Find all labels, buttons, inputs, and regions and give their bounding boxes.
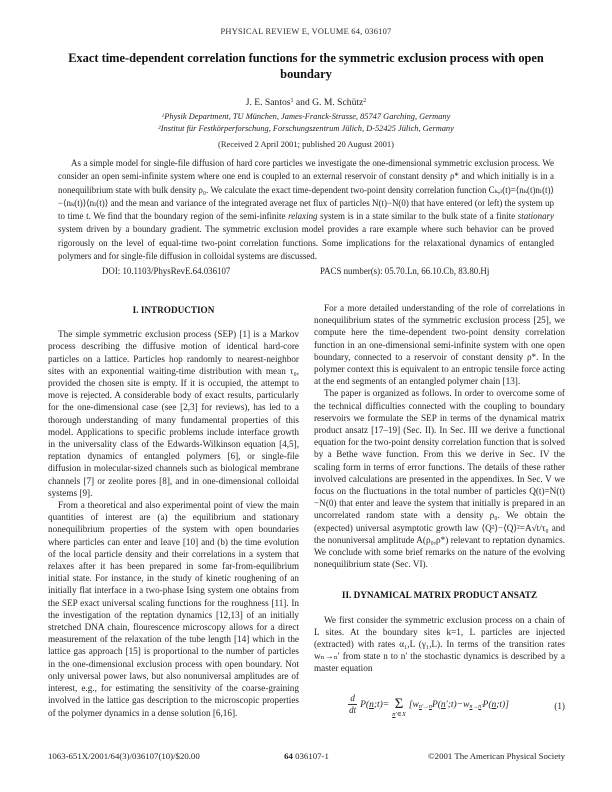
abstract-text: As a simple model for single-file diffusion of hard core particles we investigate the one-dimensional symmetric exclusion process. We consider an open semi-infinite system where one end is coupled to an external reservoir of constant density ρ* and which initially is in a nonequilibrium state with bulk density ρ₀. We calculate the exact time-dependent two-point density correlation function Cₖ,ₗ(t)=⟨nₖ(t)nₗ(t)⟩−⟨nₖ(t)⟩⟨nₗ(t)⟩ and the mean and variance of the integrated average net flux of particles N(t)−N(0) that have entered (or left) the system up to time t. We find that the boundary region of the semi-infinite relaxing system is in a state similar to the bulk state of a finite stationary system driven by a boundary gradient. The symmetric exclusion model provides a rare example where such behavior can be proved rigorously on the level of equal-time two-point correlation functions. Some implications for the relaxational dynamics of entangled polymers and for single-file diffusion in colloidal systems are discussed. xyxy=(58,158,554,261)
affiliation-line-2: $^2$Institut für Festkörperforschung, Forschungszentrum Jülich, D-52425 Jülich, Germany xyxy=(158,124,454,133)
footer-issn-price: 1063-651X/2001/64(3)/036107(10)/$20.00 xyxy=(48,751,200,761)
intro-paragraph-2: From a theoretical and also experimental point of view the main quantities of interest are (a) the equilibrium and stationary nonequilibrium properties of the system with open boundaries where particles can enter and leave [10] and (b) the time evolution of the local particle density and their correlations in a system that relaxes after it has been prepared in some far-from-equilibrium initial state. For instance, in the study of kinetic roughening of an initially flat interface in a two-phase Ising system one obtains from the SEP exact universal scaling functions for the roughness [11]. In the investigation of the reptation dynamics [12,13] of an initially stretched DNA chain, flourescence microscopy allows for a direct measurement of the relaxation of the tube length [14] which in the lattice gas approach [15] is proportional to the number of particles in the one-dimensional exclusion process with open boundary. Not only universal power laws, but also nonuniversal amplitudes are of interest, e.g., for estimating the sensitivity of the coarse-graining involved in the lattice gas description to the microscopic properties of the polymer dynamics in a dense solution [6,16]. xyxy=(48,500,299,718)
doi-text: DOI: 10.1103/PhysRevE.64.036107 xyxy=(102,266,231,276)
equation-lhs: P(n;t)= xyxy=(360,699,390,710)
intro-paragraph-1: The simple symmetric exclusion process (SEP) [1] is a Markov process describing the diffusive motion of identical hard-core particles on a lattice. Particles hop randomly to nearest-neighbor sites with an exponential waiting-time distribution with mean τ₀, provided the chosen site is empty. If it is occupied, the attempt to move is rejected. A considerable body of exact results, particularly for the one-dimensional case (see [2,3] for reviews), has led to a thorough understanding of many fundamental properties of this model. Applications to specific problems include interface growth in the universality class of the Edwards-Wilkinson equation [4,5], reptation dynamics of entangled polymers [6], or single-file diffusion in molecular-sized channels such as biological membrane channels [7] or zeolite pores [8], and in one-dimensional colloidal systems [9]. xyxy=(48,329,299,498)
intro-paragraph-3: For a more detailed understanding of the role of correlations in nonequilibrium states of the symmetric exclusion process [25], we compute here the time-dependent two-point density correlation function in an one-dimensional semi-infinite system with one open boundary, connected to a reservoir of constant density ρ*. In the polymer context this is equivalent to an entropic tensile force acting at the end segments of an entangled polymer chain [13]. xyxy=(314,303,565,387)
intro-paragraph-4: The paper is organized as follows. In order to overcome some of the technical difficulties connected with the coupling to boundary reservoirs we formulate the SEP in terms of the dynamical matrix product ansatz [17–19] (Sec. II). In Sec. III we derive a functional equation for the two-point density correlation function that is solved by a Bethe wave function. From this we derive in Sec. IV the scaling form in terms of error functions. The details of these rather involved calculations are presented in the appendixes. In Sec. V we focus on the fluctuations in the total number of particles Q(t)=N(t)−N(0) that enter and leave the system that initially is prepared in an uncorrelated random state with a density ρ₀. We obtain the (expected) universal asymptotic growth law ⟨Q²⟩−⟨Q⟩²=A√t/τ₀ and the nonuniversal amplitude A(ρ₀,ρ*) relevant to reptation dynamics. We conclude with some brief remarks on the nature of the evolving nonequilibrium state (Sec. VI). xyxy=(314,388,565,570)
pacs-text: PACS number(s): 05.70.Ln, 66.10.Cb, 83.80.Hj xyxy=(320,266,490,276)
journal-header: PHYSICAL REVIEW E, VOLUME 64, 036107 xyxy=(220,27,392,36)
sigma-symbol: Σ xyxy=(394,695,404,712)
authors-line: J. E. Santos$^1$ and G. M. Schütz$^2$ xyxy=(245,97,367,108)
page-footer xyxy=(48,751,565,761)
section-heading-matrix-product-ansatz: II. DYNAMICAL MATRIX PRODUCT ANSATZ xyxy=(341,590,538,601)
left-column xyxy=(48,302,299,719)
section2-paragraph-1: We first consider the symmetric exclusion process on a chain of L sites. At the boundary sites k=1, L particles are injected (extracted) with rates α₁,L (γ₁,L). In terms of the transition rates wₙ→ₙ′ from state n to n′ the stochastic dynamics is described by a master equation xyxy=(314,614,565,674)
equation-rhs: $[w_{n'\to n}P(n';t)-w_{n\to n'}P(n;t)]$ xyxy=(408,699,509,711)
master-equation xyxy=(314,692,565,718)
footer-copyright: ©2001 The American Physical Society xyxy=(428,751,565,761)
received-line: (Received 2 April 2001; published 20 August 2001) xyxy=(218,139,394,149)
equation-number: (1) xyxy=(554,700,565,711)
paper-title: Exact time-dependent correlation functions for the symmetric exclusion process with open boundary xyxy=(68,51,544,81)
section-heading-introduction: I. INTRODUCTION xyxy=(132,305,215,315)
right-column xyxy=(314,302,565,718)
sigma-subscript: n′∈X xyxy=(392,710,406,718)
footer-page-number: 64 036107-1 xyxy=(284,751,329,761)
equation-sum xyxy=(392,695,406,718)
equation-derivative-fraction: $\frac{d}{dt}$ xyxy=(349,693,357,715)
affiliation-line-1: $^1$Physik Department, TU München, James-Franck-Strasse, 85747 Garching, Germany xyxy=(161,112,451,121)
